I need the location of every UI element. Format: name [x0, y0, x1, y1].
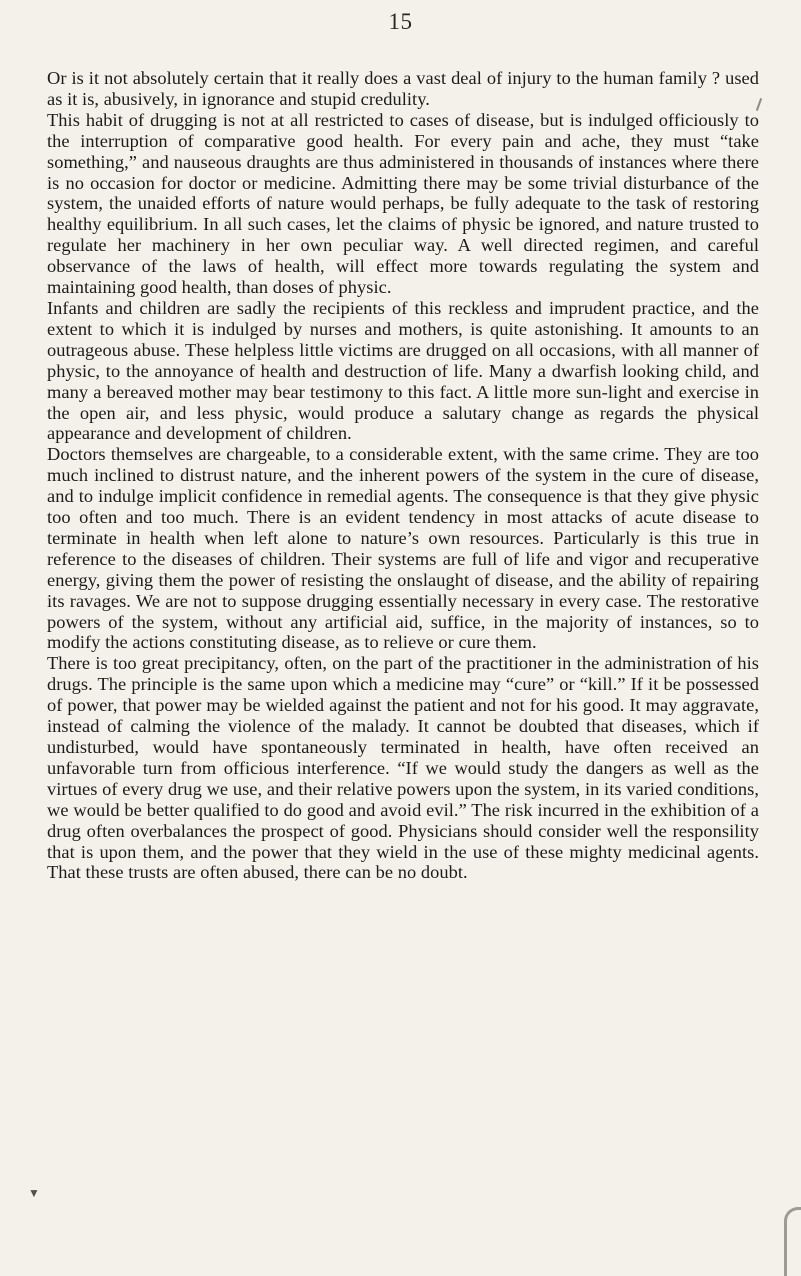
page-edge-mark	[784, 1207, 801, 1276]
paragraph-4: Doctors themselves are chargeable, to a considerable extent, with the same crime. They are too much inclined to distrust nature, and the inherent powers of the system in the cure of disease, and to indulge implicit confidence in remedial agents. The consequence is that they give physic too often and too much. There is an evident tendency in most attacks of acute disease to terminate in health when left alone to nature’s own resources. Particularly is this true in reference to the diseases of children. Their systems are full of life and vigor and recuperative energy, giving them the power of resisting the onslaught of disease, and the ability of repairing its ravages. We are not to suppose drugging essentially necessary in every case. The restorative powers of the system, without any artificial aid, suffice, in the majority of instances, so to modify the actions constituting disease, as to relieve or cure them.	[47, 444, 759, 653]
paragraph-1: Or is it not absolutely certain that it really does a vast deal of injury to the human family ? used as it is, abusively, in ignorance and stupid credulity.	[47, 68, 759, 109]
paragraph-2: This habit of drugging is not at all restricted to cases of disease, but is indulged officiously to the interruption of comparative good health. For every pain and ache, they must “take something,” and nauseous draughts are thus administered in thousands of instances where there is no occasion for doctor or medicine. Admitting there may be some trivial disturbance of the system, the unaided efforts of nature would perhaps, be fully adequate to the task of restoring healthy equilibrium. In all such cases, let the claims of physic be ignored, and nature trusted to regulate her machinery in her own peculiar way. A well directed regimen, and careful observance of the laws of health, will effect more towards regulating the system and maintaining good health, than doses of physic.	[47, 109, 759, 298]
paragraph-5: There is too great precipitancy, often, on the part of the practitioner in the administration of his drugs. The principle is the same upon which a medicine may “cure” or “kill.” If it be possessed of power, that power may be wielded against the patient and not for his good. It may aggravate, instead of calming the violence of the malady. It cannot be doubted that diseases, which if undisturbed, would have spontaneously terminated in health, have often received an unfavorable turn from officious interference. “If we would study the dangers as well as the virtues of every drug we use, and their relative powers upon the system, in its varied conditions, we would be better qualified to do good and avoid evil.” The risk incurred in the exhibition of a drug often overbalances the prospect of good. Physicians should consider well the responsility that is upon them, and the power that they wield in the use of these mighty medicinal agents. That these trusts are often abused, there can be no doubt.	[47, 653, 759, 883]
body-text	[47, 68, 759, 883]
margin-arrow-icon: ▼	[28, 1186, 40, 1200]
paragraph-3: Infants and children are sadly the recipients of this reckless and imprudent practice, and the extent to which it is indulged by nurses and mothers, is quite astonishing. It amounts to an outrageous abuse. These helpless little victims are drugged on all occasions, with all manner of physic, to the annoyance of health and destruction of life. Many a dwarfish looking child, and many a bereaved mother may bear testimony to this fact. A little more sun-light and exercise in the open air, and less physic, would produce a salutary change as regards the physical appearance and development of children.	[47, 297, 759, 444]
page-number: 15	[388, 9, 413, 34]
